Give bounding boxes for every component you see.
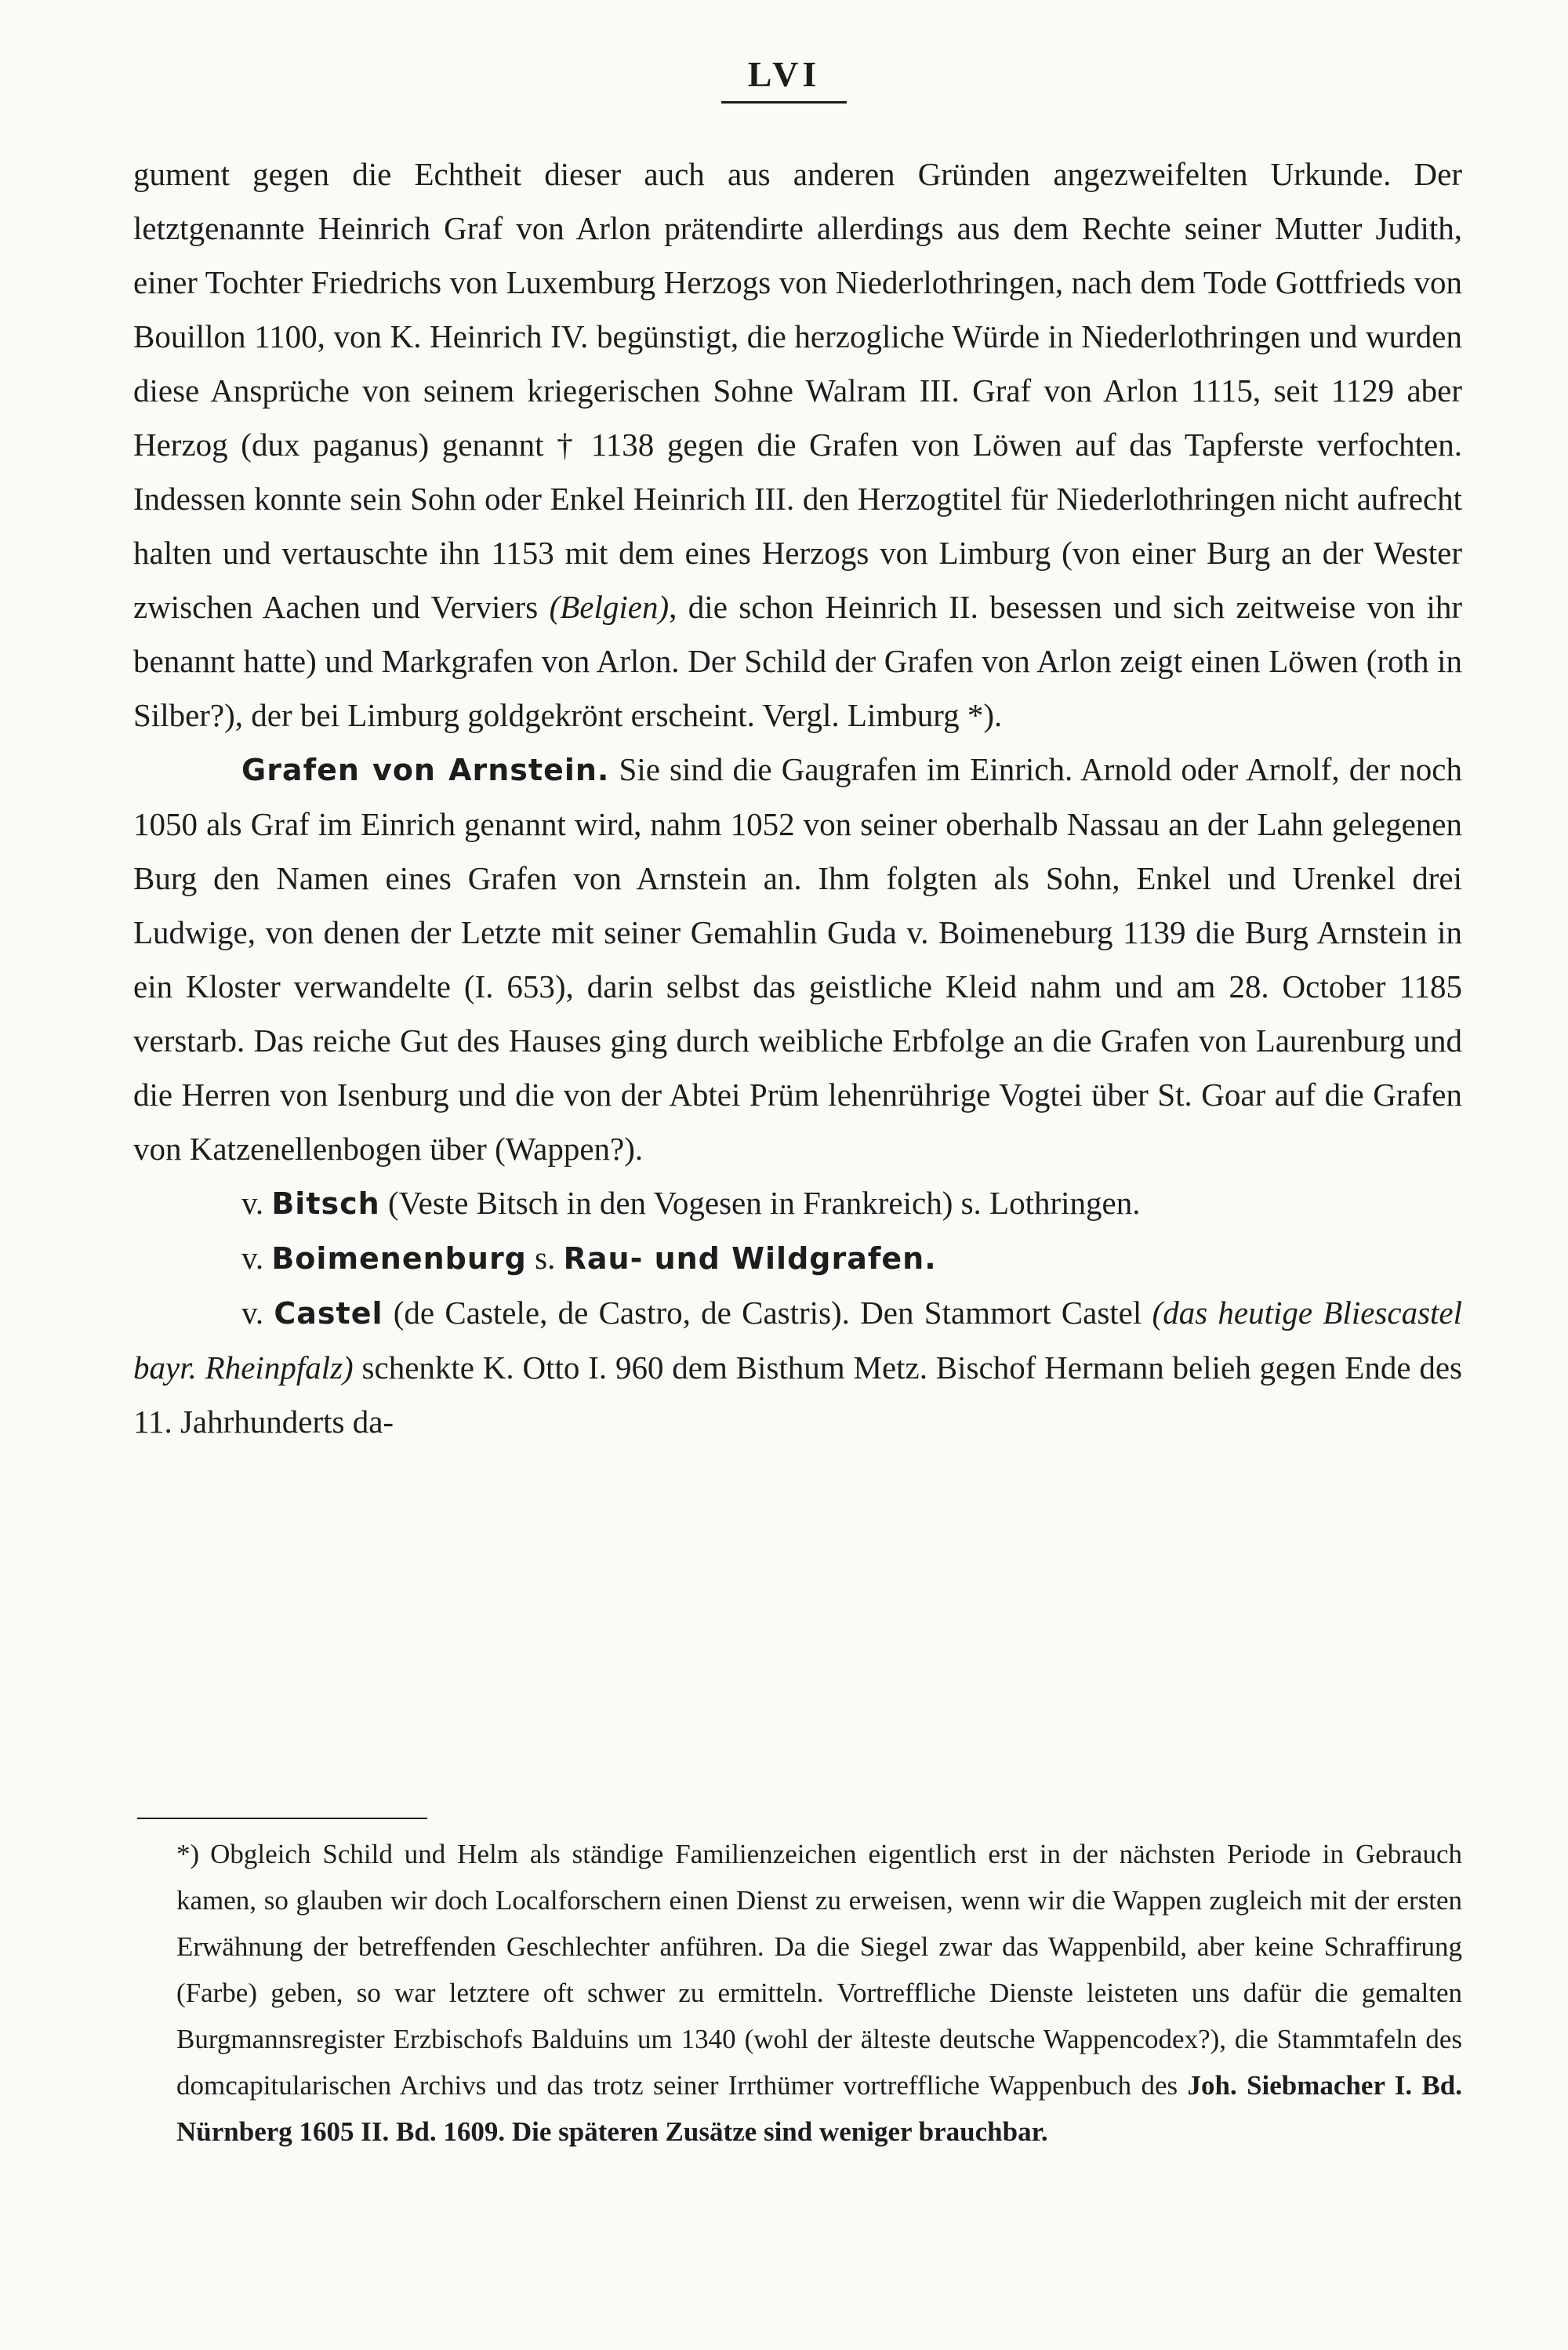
- bitsch-prefix: v.: [241, 1185, 272, 1221]
- castel-text-rest: schenkte K. Otto I. 960 dem Bisthum Metz. Bischof Hermann belieh gegen Ende des 11. Jahrhunderts da-: [133, 1349, 1462, 1440]
- footnote-text: Obgleich Schild und Helm als ständige Familienzeichen eigentlich erst in der nächsten Periode in Gebrauch kamen, so glauben wir doch Localforschern einen Dienst zu erweisen, wenn wir die Wappen zugleich mit der ersten Erwähnung der betreffenden Geschlechter anführen. Da die Siegel zwar das Wappenbild, aber keine Schraffirung (Farbe) geben, so war letztere oft schwer zu ermitteln. Vortreffliche Dienste leisteten uns dafür die gemalten Burgmannsregister Erzbischofs Balduins um 1340 (wohl der älteste deutsche Wappencodex?), die Stammtafeln des domcapitularischen Archivs und das trotz seiner Irrthümer vortreffliche Wappenbuch des: [176, 1839, 1462, 2101]
- boimenenburg-prefix: v.: [241, 1240, 272, 1276]
- boimenenburg-mid: s.: [526, 1240, 564, 1276]
- arlon-text: gument gegen die Echtheit dieser auch aus anderen Gründen angezweifelten Urkunde. Der letztgenannte Heinrich Graf von Arlon prätendirte allerdings aus dem Rechte seiner Mutter Judith, einer Tochter Friedrichs von Luxemburg Herzogs von Niederlothringen, nach dem Tode Gottfrieds von Bouillon 1100, von K. Heinrich IV. begünstigt, die herzogliche Würde in Niederlothringen und wurden diese Ansprüche von seinem kriegerischen Sohne Walram III. Graf von Arlon 1115, seit 1129 aber Herzog (dux paganus) genannt † 1138 gegen die Grafen von Löwen auf das Tapferste verfochten. Indessen konnte sein Sohn oder Enkel Heinrich III. den Herzogtitel für Niederlothringen nicht aufrecht halten und vertauschte ihn 1153 mit dem eines Herzogs von Limburg (von einer Burg an der Wester zwischen Aachen und Verviers: [133, 156, 1462, 625]
- paragraph-bitsch: [133, 1176, 1462, 1231]
- arlon-italic: (Belgien): [549, 589, 670, 625]
- paragraph-boimenenburg: [133, 1231, 1462, 1286]
- arlon-text-rest: , die schon Heinrich II. besessen und sich zeitweise von ihr benannt hatte) und Markgrafen von Arlon. Der Schild der Grafen von Arlon zeigt einen Löwen (roth in Silber?), der bei Limburg goldgekrönt erscheint. Vergl. Limburg *).: [133, 589, 1462, 733]
- footnote-marker: *): [176, 1839, 200, 1869]
- paragraph-arnstein: [133, 743, 1462, 1176]
- main-text: [133, 147, 1462, 1449]
- castel-prefix: v.: [241, 1295, 274, 1331]
- arnstein-text: Sie sind die Gaugrafen im Einrich. Arnold oder Arnolf, der noch 1050 als Graf im Einrich genannt wird, nahm 1052 von seiner oberhalb Nassau an der Lahn gelegenen Burg den Namen eines Grafen von Arnstein an. Ihm folgten als Sohn, Enkel und Urenkel drei Ludwige, von denen der Letzte mit seiner Gemahlin Guda v. Boimeneburg 1139 die Burg Arnstein in ein Kloster verwandelte (I. 653), darin selbst das geistliche Kleid nahm und am 28. October 1185 verstarb. Das reiche Gut des Hauses ging durch weibliche Erbfolge an die Grafen von Laurenburg und die Herren von Isenburg und die von der Abtei Prüm lehenrührige Vogtei über St. Goar auf die Grafen von Katzenellenbogen über (Wappen?).: [133, 751, 1462, 1167]
- paragraph-castel: [133, 1286, 1462, 1449]
- castel-italic: (das heutige Bliescastel bayr. Rheinpfalz): [133, 1295, 1462, 1386]
- castel-heading: Castel: [274, 1296, 383, 1331]
- footnote-text-bold: Joh. Siebmacher I. Bd. Nürnberg 1605 II. Bd. 1609. Die späteren Zusätze sind weniger brauchbar.: [176, 2070, 1462, 2147]
- bitsch-heading: Bitsch: [271, 1186, 380, 1221]
- page-header: [0, 53, 1568, 104]
- footnote-divider: [137, 1818, 427, 1819]
- paragraph-arlon: [133, 147, 1462, 743]
- bitsch-text: (Veste Bitsch in den Vogesen in Frankreich) s. Lothringen.: [379, 1185, 1141, 1221]
- page-number: LVI: [721, 53, 848, 104]
- castel-text: (de Castele, de Castro, de Castris). Den Stammort Castel: [383, 1295, 1152, 1331]
- arnstein-heading: Grafen von Arnstein.: [241, 753, 610, 787]
- footnote-1: [176, 1831, 1462, 2155]
- boimenenburg-heading: Boimenenburg: [271, 1241, 527, 1276]
- rau-wildgrafen-heading: Rau- und Wildgrafen.: [563, 1241, 937, 1276]
- footnotes: [176, 1831, 1462, 2155]
